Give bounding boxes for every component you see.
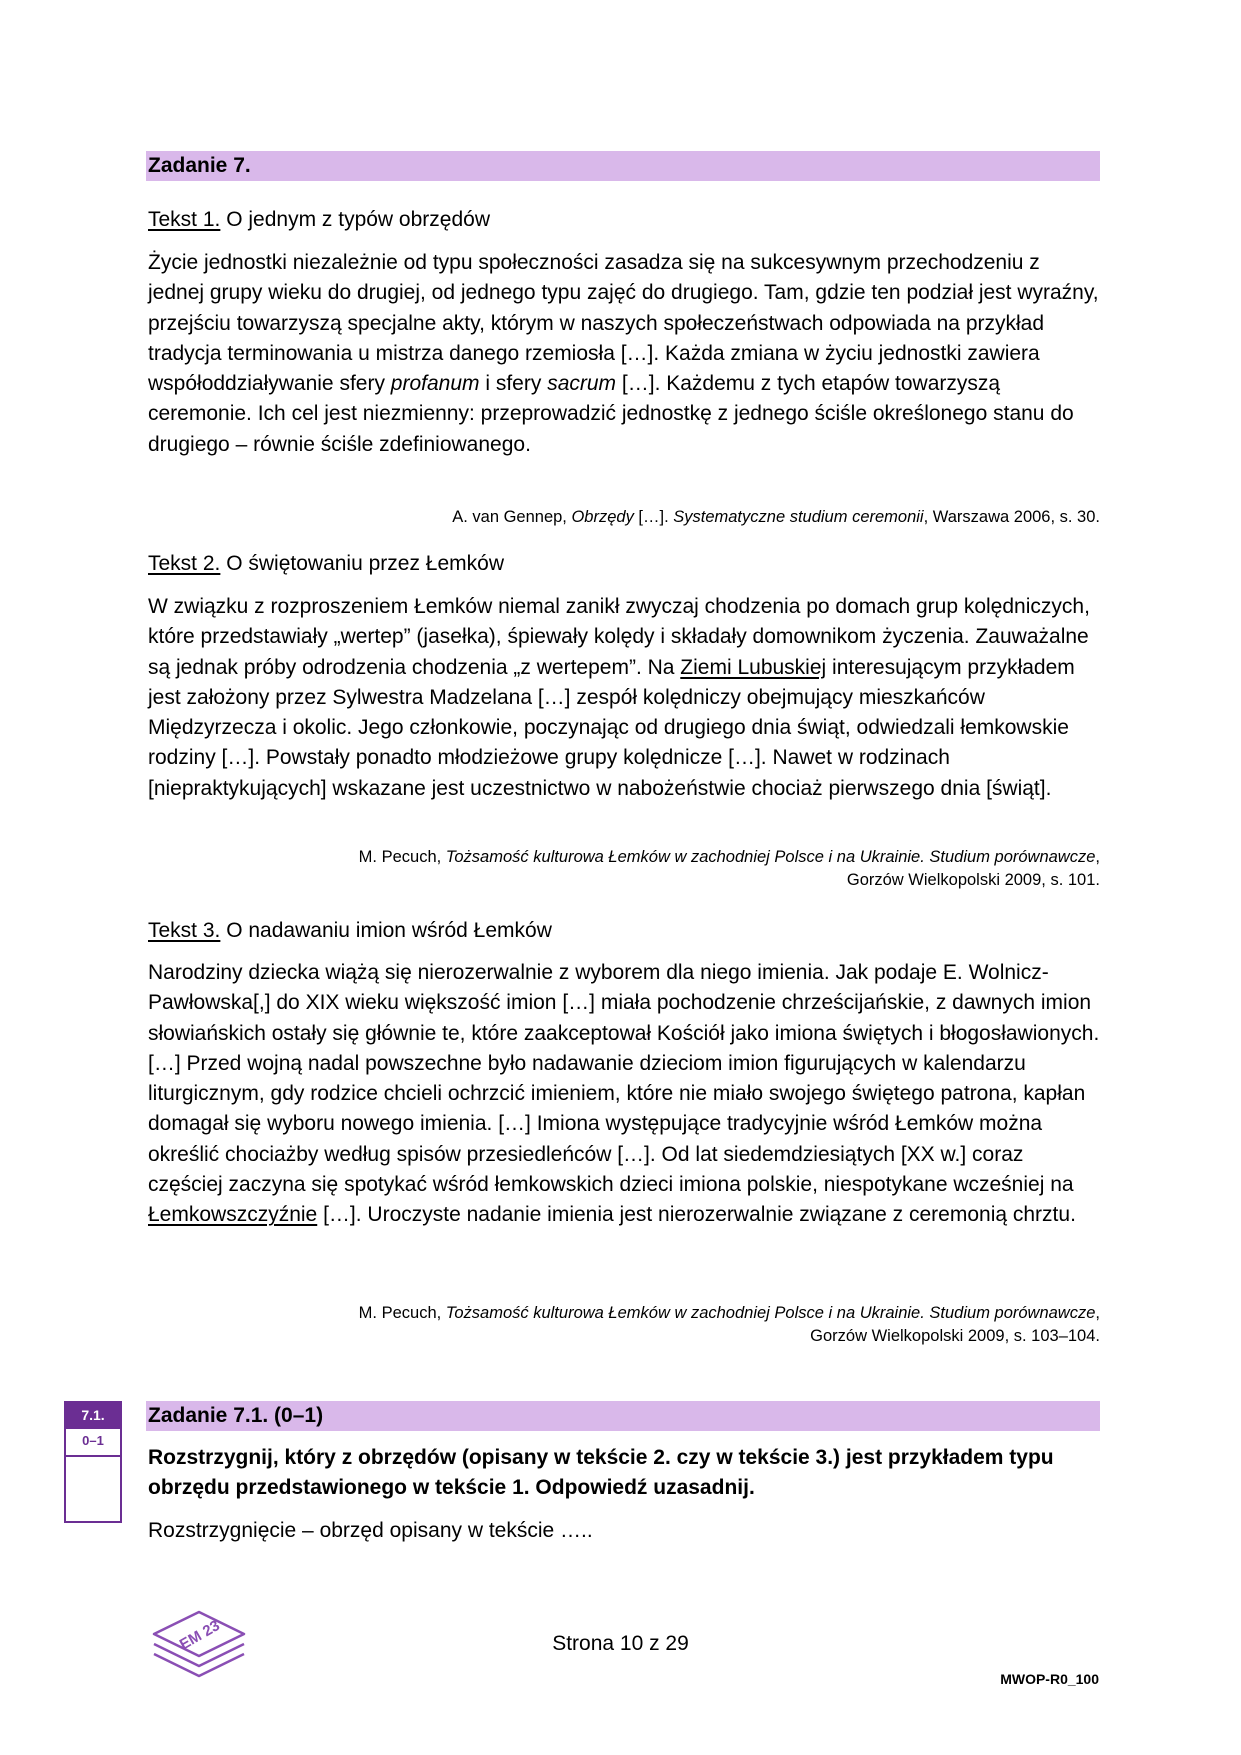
text1-source: [452, 506, 1100, 529]
text2-part: interesującym przykładem jest założony przez Sylwestra Madzelana […] zespół kolędniczy obejmujący mieszkańców Międzyrzecza i okolic. Jego członkowie, poczynając od drugiego dnia świąt, odwiedzali łemkowskie rodziny […]. Powstały ponadto młodzieżowe grupy kolędnicze […]. Nawet w rodzinach [niepraktykujących] wskazane jest uczestnictwo w nabożeństwie chociaż pierwszego dnia [świąt].: [148, 655, 1075, 800]
source-part: A. van Gennep,: [452, 508, 572, 526]
text2-part: W związku z rozproszeniem Łemków niemal zanikł zwyczaj chodzenia po domach grup kolędniczych, które przedstawiały „wertep” (jasełka), śpiewały kolędy i składały domownikom życzenia. Zauważalne są jednak próby odrodzenia chodzenia „z wertepem”. Na: [148, 595, 1090, 679]
text3-source: [359, 1302, 1100, 1348]
source-italic: Tożsamość kulturowa Łemków w zachodniej Polsce i na Ukrainie. Studium porównawcze: [445, 1304, 1096, 1322]
text3-part: […]. Uroczyste nadanie imienia jest nierozerwalnie związane z ceremonią chrztu.: [317, 1203, 1076, 1227]
source-line: Gorzów Wielkopolski 2009, s. 101.: [846, 871, 1100, 889]
source-italic: Systematyczne studium ceremonii: [673, 508, 924, 526]
points-label: 0–1: [64, 1429, 122, 1457]
logo-text: EM 23: [176, 1617, 223, 1654]
task-title: Zadanie 7.: [148, 154, 251, 177]
text3-underlined: Łemkowszczyźnie: [148, 1203, 318, 1227]
text2-body: [148, 592, 1100, 804]
source-italic: Tożsamość kulturowa Łemków w zachodniej Polsce i na Ukrainie. Studium porównawcze: [445, 848, 1096, 866]
text1-part: […]. Każdemu z tych etapów towarzyszą ceremonie. Ich cel jest niezmienny: przeprowadzić jednostkę z jednego ściśle określonego stanu do drugiego – równie ściśle zdefiniowanego.: [148, 372, 1074, 456]
subtask-title: Zadanie 7.1. (0–1): [148, 1404, 324, 1427]
source-part: , Warszawa 2006, s. 30.: [923, 508, 1100, 526]
text3-part: Narodziny dziecka wiążą się nierozerwalnie z wyborem dla niego imienia. Jak podaje E. Wolnicz-Pawłowska[,] do XIX wieku większość imion […] miała pochodzenie chrześcijańskie, z dawnych imion słowiańskich ostały się głównie te, które zaakceptował Kościół jako imiona świętych i błogosławionych. […] Przed wojną nadal powszechne było nadawanie dzieciom imion figurujących w kalendarzu liturgicznym, gdy rodzice chcieli ochrzcić imieniem, które nie miało swojego świętego patrona, kapłan domagał się wyboru nowego imienia. […] Imiona występujące tradycyjnie wśród Łemków można określić chociażby według spisów przesiedleńców […]. Od lat siedemdziesiątych [XX w.] coraz częściej zaczyna się spotykać wśród łemkowskich dzieci imiona polskie, niespotykane wcześniej na: [148, 961, 1100, 1197]
text2-source: [359, 846, 1100, 892]
text1-body: [148, 248, 1100, 460]
score-field[interactable]: [64, 1457, 122, 1523]
text3-body: [148, 958, 1100, 1231]
text1-italic-profanum: profanum: [390, 372, 480, 396]
text1-label: Tekst 1.: [148, 208, 221, 231]
page-number: Strona 10 z 29: [552, 1632, 689, 1655]
text1-italic-sacrum: sacrum: [547, 372, 617, 396]
score-box: [64, 1401, 122, 1523]
source-part: ,: [1095, 1304, 1100, 1322]
source-line: Gorzów Wielkopolski 2009, s. 103–104.: [810, 1327, 1100, 1345]
text2-heading: [148, 550, 504, 578]
subtask-heading: [146, 1401, 1100, 1431]
task-number-badge: 7.1.: [64, 1401, 122, 1429]
text1-part: Życie jednostki niezależnie od typu społeczności zasadza się na sukcesywnym przechodzeniu z jednej grupy wieku do drugiej, od jednego typu zajęć do drugiego. Tam, gdzie ten podział jest wyraźny, przejściu towarzyszą specjalne akty, którym w naszych społeczeństwach odpowiada na przykład tradycja terminowania u mistrza danego rzemiosła […]. Każda zmiana w życiu jednostki zawiera współoddziaływanie sfery: [148, 251, 1099, 396]
source-part: M. Pecuch,: [358, 1304, 446, 1322]
text1-title: O jednym z typów obrzędów: [220, 208, 490, 231]
exam-code: MWOP-R0_100: [1000, 1671, 1099, 1687]
source-part: […].: [633, 508, 674, 526]
text1-part: i sfery: [479, 372, 548, 396]
answer-prompt: Rozstrzygnięcie – obrzęd opisany w tekście …..: [148, 1519, 593, 1542]
subtask-instruction: Rozstrzygnij, który z obrzędów (opisany w tekście 2. czy w tekście 3.) jest przykładem typu obrzędu przedstawionego w tekście 1. Odpowiedź uzasadnij.: [148, 1446, 1054, 1499]
text1-heading: [148, 206, 490, 234]
text2-label: Tekst 2.: [148, 552, 221, 575]
source-italic: Obrzędy: [571, 508, 634, 526]
source-part: ,: [1095, 848, 1100, 866]
text3-label: Tekst 3.: [148, 919, 221, 942]
text3-heading: [148, 917, 552, 945]
text2-title: O świętowaniu przez Łemków: [220, 552, 504, 575]
task-heading: [146, 151, 1100, 181]
text3-title: O nadawaniu imion wśród Łemków: [220, 919, 552, 942]
text2-underlined: Ziemi Lubuskiej: [680, 655, 827, 679]
source-part: M. Pecuch,: [358, 848, 446, 866]
